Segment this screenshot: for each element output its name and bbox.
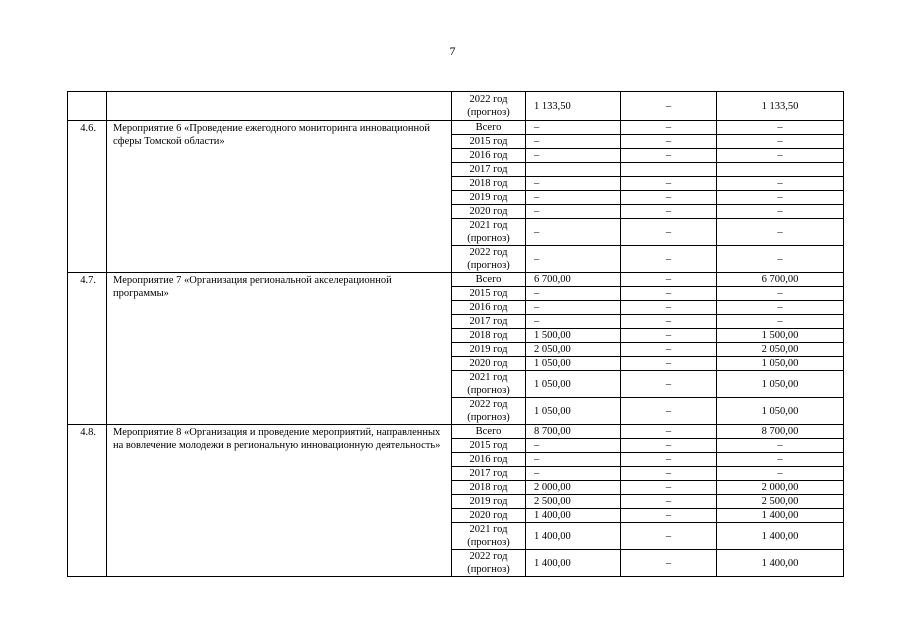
federal-cell: – — [621, 135, 717, 149]
total-cell: 6 700,00 — [526, 273, 621, 287]
total-cell: 1 050,00 — [526, 398, 621, 425]
federal-cell: – — [621, 191, 717, 205]
federal-cell: – — [621, 371, 717, 398]
regional-cell: – — [717, 135, 844, 149]
federal-cell: – — [621, 121, 717, 135]
total-cell — [526, 163, 621, 177]
regional-cell: – — [717, 219, 844, 246]
activity-index: 4.6. — [68, 121, 107, 273]
period-cell: 2019 год — [452, 343, 526, 357]
period-cell: 2021 год (прогноз) — [452, 219, 526, 246]
federal-cell: – — [621, 509, 717, 523]
regional-cell: 2 000,00 — [717, 481, 844, 495]
total-cell: – — [526, 219, 621, 246]
period-cell: 2019 год — [452, 495, 526, 509]
period-cell: 2016 год — [452, 301, 526, 315]
regional-cell: – — [717, 246, 844, 273]
period-cell: 2015 год — [452, 439, 526, 453]
regional-cell: 1 400,00 — [717, 550, 844, 577]
federal-cell: – — [621, 357, 717, 371]
federal-cell: – — [621, 398, 717, 425]
table-body — [68, 92, 844, 577]
total-cell: – — [526, 246, 621, 273]
total-cell: 1 050,00 — [526, 371, 621, 398]
total-cell: 1 400,00 — [526, 550, 621, 577]
regional-cell: 1 050,00 — [717, 398, 844, 425]
activity-index: 4.7. — [68, 273, 107, 425]
total-cell: – — [526, 191, 621, 205]
period-cell: 2018 год — [452, 481, 526, 495]
total-cell: – — [526, 301, 621, 315]
federal-cell: – — [621, 425, 717, 439]
federal-cell: – — [621, 523, 717, 550]
total-cell: – — [526, 453, 621, 467]
federal-cell: – — [621, 467, 717, 481]
total-cell: – — [526, 121, 621, 135]
total-cell: 8 700,00 — [526, 425, 621, 439]
total-cell: – — [526, 287, 621, 301]
total-cell: – — [526, 135, 621, 149]
regional-cell: 1 133,50 — [717, 92, 844, 121]
federal-cell: – — [621, 273, 717, 287]
period-cell: 2015 год — [452, 135, 526, 149]
page-number: 7 — [449, 44, 456, 58]
activity-index: 4.8. — [68, 425, 107, 577]
activity-name: Мероприятие 8 «Организация и проведение мероприятий, направленных на вовлечение молодежи в региональную инновационную деятельность» — [107, 425, 452, 577]
total-cell: – — [526, 177, 621, 191]
table-row — [68, 425, 844, 439]
regional-cell: 1 050,00 — [717, 357, 844, 371]
regional-cell: – — [717, 205, 844, 219]
regional-cell: – — [717, 191, 844, 205]
budget-table — [67, 91, 844, 577]
period-cell: 2017 год — [452, 315, 526, 329]
regional-cell: – — [717, 287, 844, 301]
total-cell: – — [526, 315, 621, 329]
regional-cell: 1 050,00 — [717, 371, 844, 398]
table-row — [68, 273, 844, 287]
period-cell: 2017 год — [452, 163, 526, 177]
period-cell: 2022 год (прогноз) — [452, 398, 526, 425]
regional-cell: 8 700,00 — [717, 425, 844, 439]
regional-cell — [717, 163, 844, 177]
index-cell — [68, 92, 107, 121]
federal-cell: – — [621, 246, 717, 273]
regional-cell: 1 400,00 — [717, 523, 844, 550]
regional-cell: 2 500,00 — [717, 495, 844, 509]
period-cell: 2020 год — [452, 205, 526, 219]
federal-cell: – — [621, 92, 717, 121]
activity-name: Мероприятие 6 «Проведение ежегодного мониторинга инновационной сферы Томской области» — [107, 121, 452, 273]
total-cell: – — [526, 467, 621, 481]
federal-cell — [621, 163, 717, 177]
federal-cell: – — [621, 205, 717, 219]
federal-cell: – — [621, 315, 717, 329]
table-row — [68, 121, 844, 135]
federal-cell: – — [621, 453, 717, 467]
regional-cell: 2 050,00 — [717, 343, 844, 357]
total-cell: 2 500,00 — [526, 495, 621, 509]
federal-cell: – — [621, 343, 717, 357]
total-cell: – — [526, 149, 621, 163]
total-cell: 1 400,00 — [526, 509, 621, 523]
total-cell: 1 050,00 — [526, 357, 621, 371]
period-cell: 2015 год — [452, 287, 526, 301]
period-cell: Всего — [452, 425, 526, 439]
federal-cell: – — [621, 495, 717, 509]
federal-cell: – — [621, 329, 717, 343]
regional-cell: 1 500,00 — [717, 329, 844, 343]
period-cell: 2021 год (прогноз) — [452, 371, 526, 398]
regional-cell: – — [717, 439, 844, 453]
period-cell: Всего — [452, 273, 526, 287]
period-cell: 2017 год — [452, 467, 526, 481]
activity-name: Мероприятие 7 «Организация региональной акселерационной программы» — [107, 273, 452, 425]
federal-cell: – — [621, 481, 717, 495]
regional-cell: – — [717, 177, 844, 191]
regional-cell: – — [717, 121, 844, 135]
period-cell: 2022 год (прогноз) — [452, 92, 526, 121]
federal-cell: – — [621, 287, 717, 301]
period-cell: 2018 год — [452, 177, 526, 191]
total-cell: 1 500,00 — [526, 329, 621, 343]
federal-cell: – — [621, 149, 717, 163]
regional-cell: – — [717, 453, 844, 467]
total-cell: 1 400,00 — [526, 523, 621, 550]
period-cell: 2018 год — [452, 329, 526, 343]
total-cell: – — [526, 439, 621, 453]
federal-cell: – — [621, 550, 717, 577]
federal-cell: – — [621, 219, 717, 246]
regional-cell: 1 400,00 — [717, 509, 844, 523]
total-cell: – — [526, 205, 621, 219]
period-cell: 2016 год — [452, 453, 526, 467]
period-cell: 2022 год (прогноз) — [452, 550, 526, 577]
federal-cell: – — [621, 301, 717, 315]
federal-cell: – — [621, 439, 717, 453]
period-cell: 2022 год (прогноз) — [452, 246, 526, 273]
period-cell: 2016 год — [452, 149, 526, 163]
total-cell: 1 133,50 — [526, 92, 621, 121]
regional-cell: – — [717, 301, 844, 315]
period-cell: 2020 год — [452, 357, 526, 371]
period-cell: Всего — [452, 121, 526, 135]
table-row — [68, 92, 844, 121]
regional-cell: – — [717, 149, 844, 163]
regional-cell: 6 700,00 — [717, 273, 844, 287]
name-cell — [107, 92, 452, 121]
period-cell: 2021 год (прогноз) — [452, 523, 526, 550]
total-cell: 2 050,00 — [526, 343, 621, 357]
total-cell: 2 000,00 — [526, 481, 621, 495]
regional-cell: – — [717, 315, 844, 329]
regional-cell: – — [717, 467, 844, 481]
period-cell: 2020 год — [452, 509, 526, 523]
period-cell: 2019 год — [452, 191, 526, 205]
federal-cell: – — [621, 177, 717, 191]
